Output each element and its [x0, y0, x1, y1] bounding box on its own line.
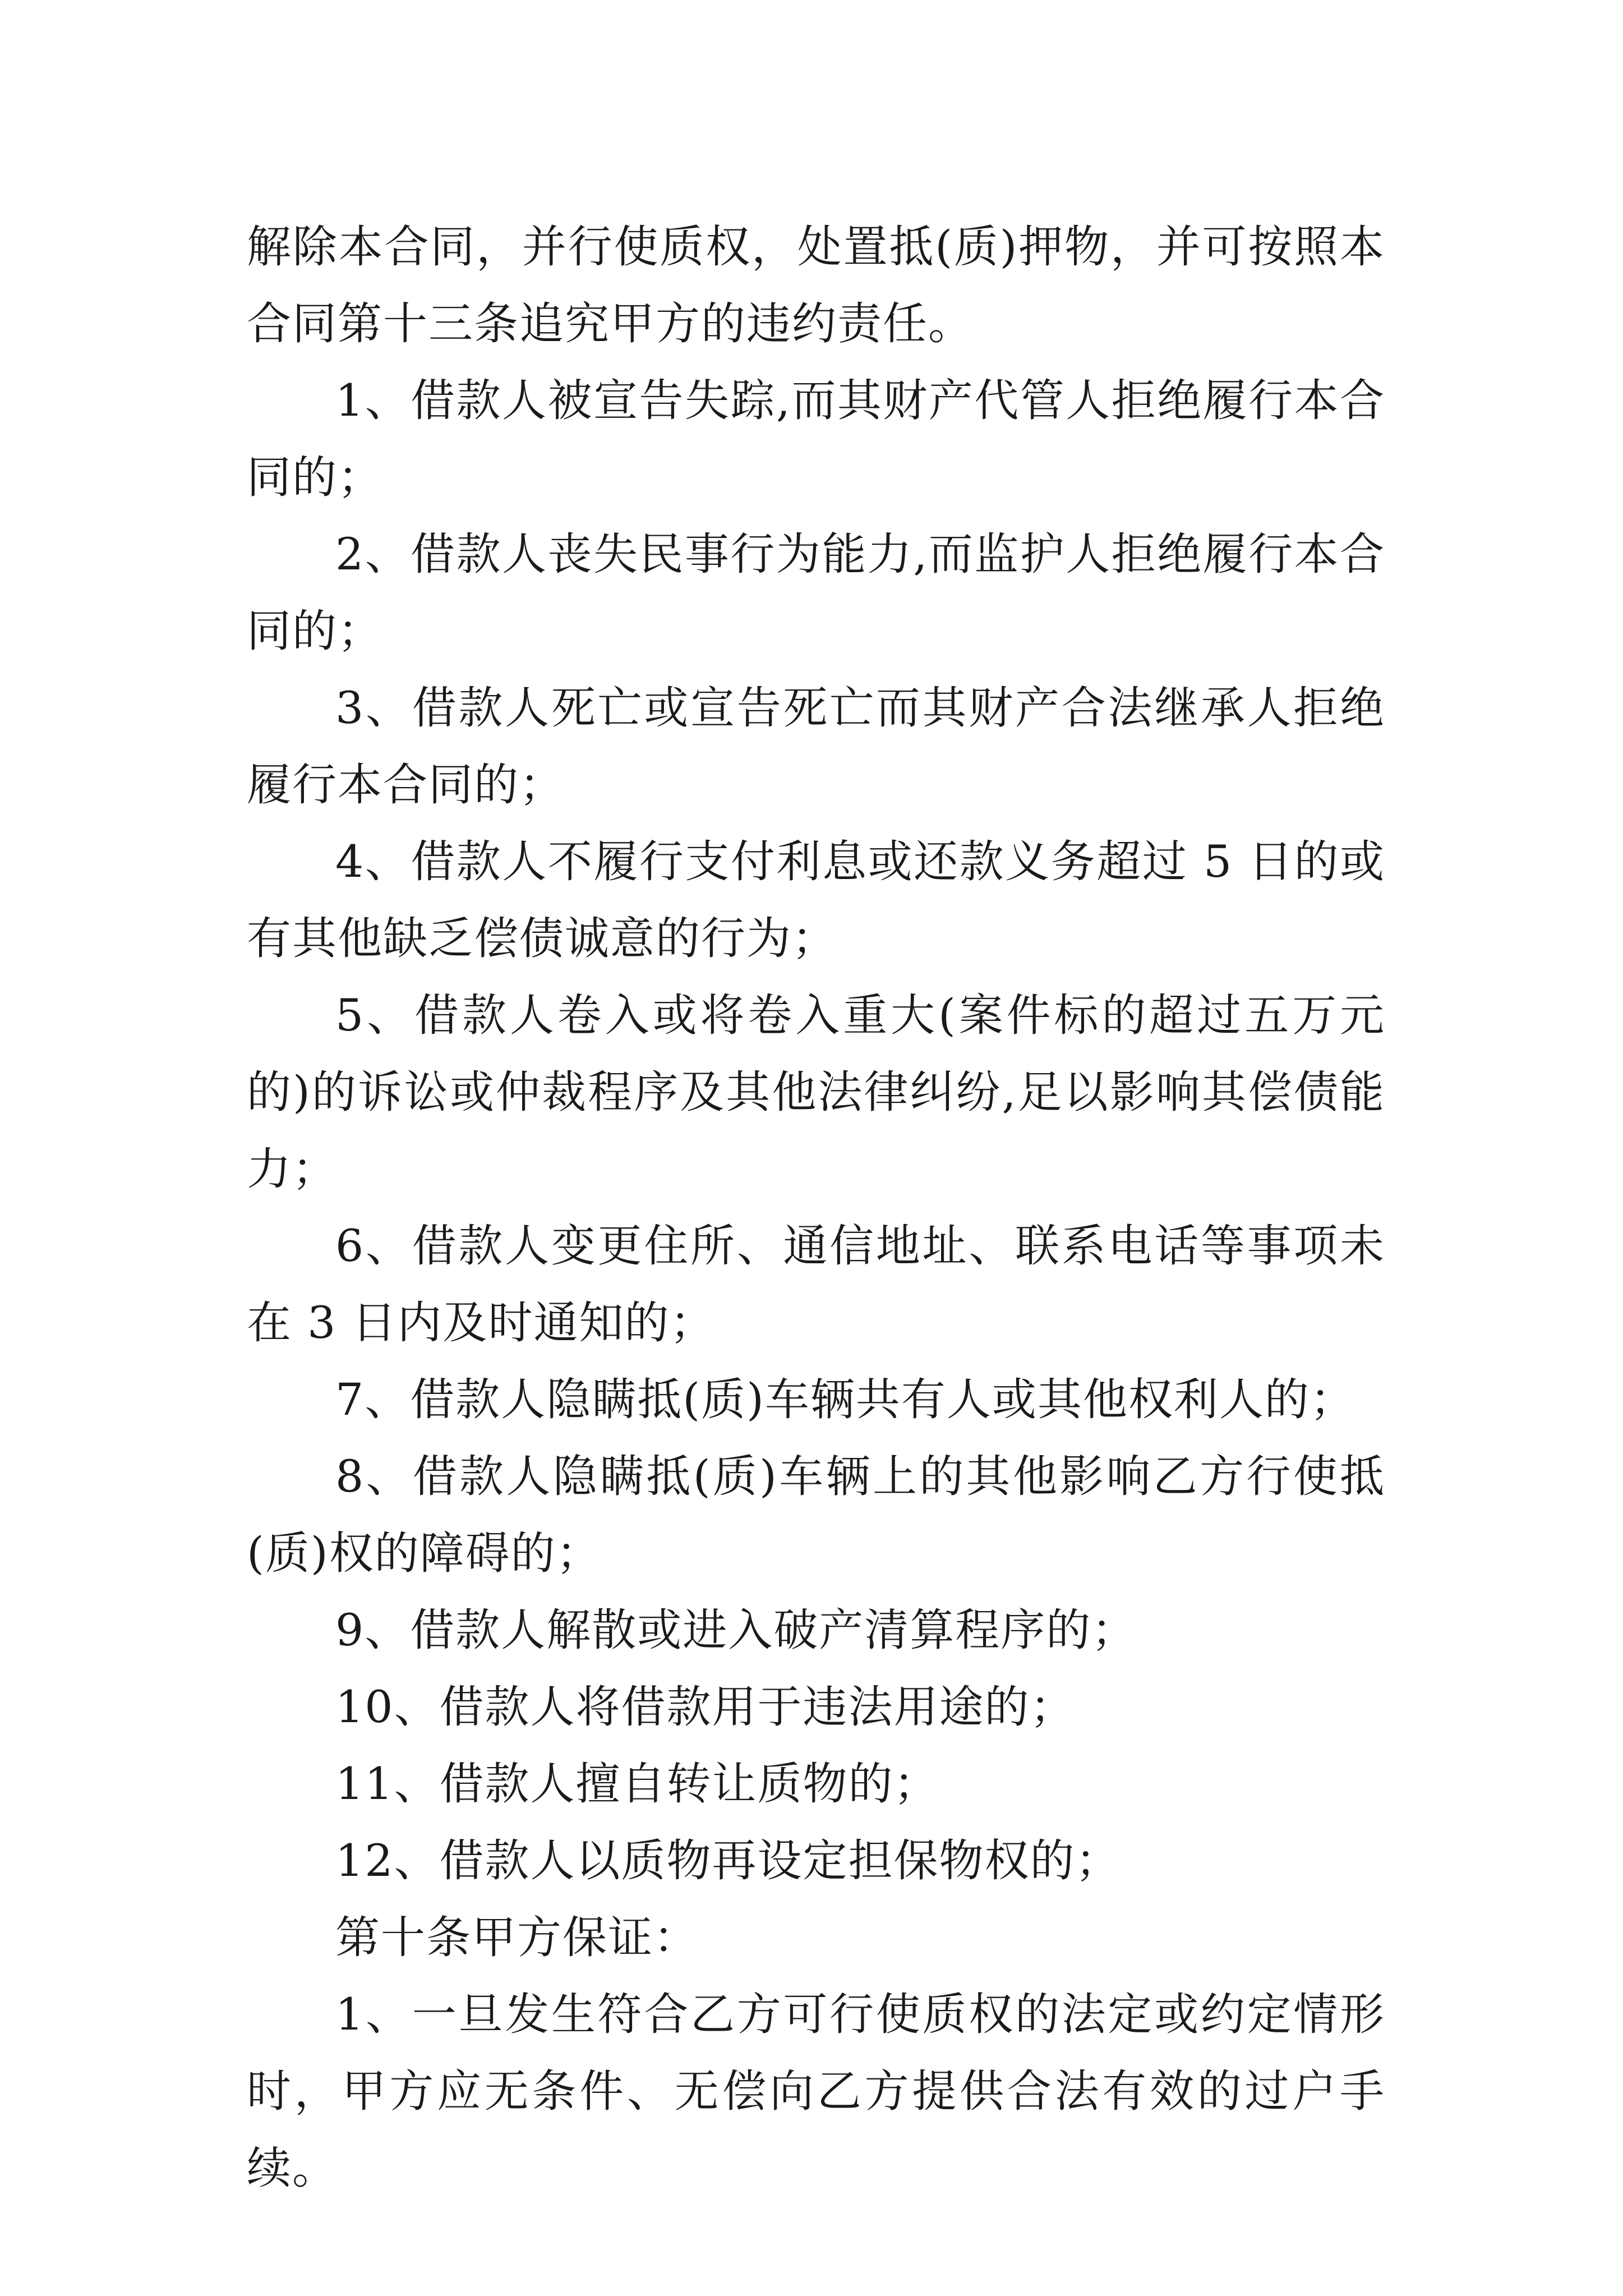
clause-item-7: 7、借款人隐瞒抵(质)车辆共有人或其他权利人的；	[335, 1374, 1355, 1425]
paragraph-intro: 解除本合同，并行使质权，处置抵(质)押物，并可按照本合同第十三条追究甲方的违约责任。	[247, 221, 1385, 349]
clause-item-1: 1、借款人被宣告失踪,而其财产代管人拒绝履行本合同的；	[247, 375, 1385, 503]
clause-item-6: 6、借款人变更住所、通信地址、联系电话等事项未在 3 日内及时通知的；	[247, 1220, 1385, 1349]
clause-item-2: 2、借款人丧失民事行为能力,而监护人拒绝履行本合同的；	[247, 528, 1385, 657]
clause-item-8: 8、借款人隐瞒抵(质)车辆上的其他影响乙方行使抵(质)权的障碍的；	[247, 1451, 1385, 1579]
clause-item-11: 11、借款人擅自转让质物的；	[335, 1758, 939, 1810]
document-body	[247, 209, 1385, 2207]
guarantee-item-1: 1、一旦发生符合乙方可行使质权的法定或约定情形时，甲方应无条件、无偿向乙方提供合法有效的过户手续。	[247, 1989, 1385, 2194]
clause-item-5: 5、借款人卷入或将卷入重大(案件标的超过五万元的)的诉讼或仲裁程序及其他法律纠纷,足以影响其偿债能力；	[247, 990, 1385, 1195]
clause-item-12: 12、借款人以质物再设定担保物权的；	[335, 1835, 1121, 1887]
clause-item-9: 9、借款人解散或进入破产清算程序的；	[335, 1604, 1137, 1656]
clause-item-10: 10、借款人将借款用于违法用途的；	[335, 1681, 1076, 1733]
article-heading: 第十条甲方保证：	[335, 1912, 699, 1963]
clause-item-3: 3、借款人死亡或宣告死亡而其财产合法继承人拒绝履行本合同的；	[247, 682, 1385, 811]
clause-item-4: 4、借款人不履行支付利息或还款义务超过 5 日的或有其他缺乏偿债诚意的行为；	[247, 836, 1385, 964]
